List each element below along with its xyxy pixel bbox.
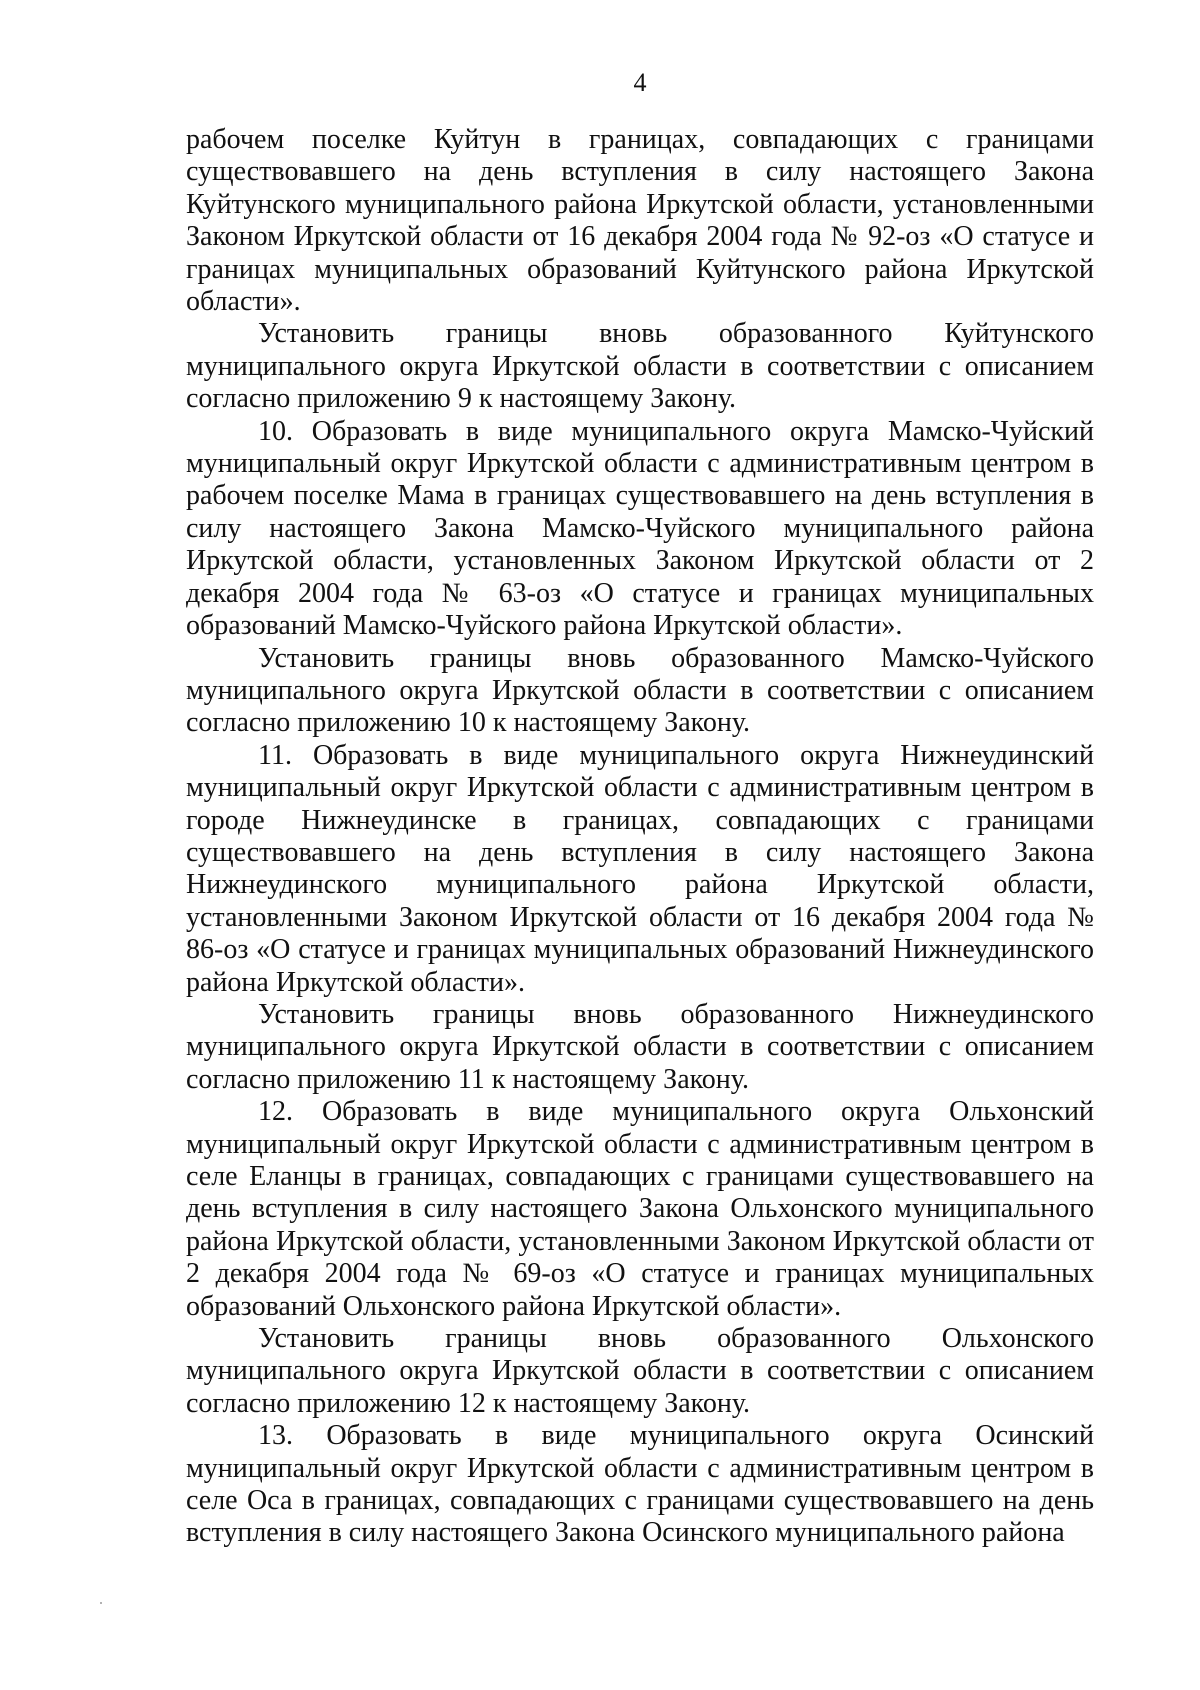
paragraph-item-10: 10. Образовать в виде муниципального округа Мамско-Чуйский муниципальный округ Иркутской области с административным центром в рабочем поселке Мама в границах существовавшего на день вступления в силу настоящего Закона Мамско-Чуйского муниципального района Иркутской области, установленных Законом Иркутской области от 2 декабря 2004 года № 63-оз «О статусе и границах муниципальных образований Мамско-Чуйского района Иркутской области».: [186, 415, 1094, 642]
paragraph-item-12: 12. Образовать в виде муниципального округа Ольхонский муниципальный округ Иркутской области с административным центром в селе Еланцы в границах, совпадающих с границами существовавшего на день вступления в силу настоящего Закона Ольхонского муниципального района Иркутской области, установленными Законом Иркутской области от 2 декабря 2004 года № 69-оз «О статусе и границах муниципальных образований Ольхонского района Иркутской области».: [186, 1096, 1094, 1322]
scan-speck: [100, 1602, 102, 1604]
paragraph-continuation: рабочем поселке Куйтун в границах, совпадающих с границами существовавшего на день вступления в силу настоящего Закона Куйтунского муниципального района Иркутской области, установленными Законом Иркутской области от 16 декабря 2004 года № 92-оз «О статусе и границах муниципальных образований Куйтунского района Иркутской области».: [186, 124, 1094, 318]
paragraph-item-11: 11. Образовать в виде муниципального округа Нижнеудинский муниципальный округ Иркутской области с административным центром в городе Нижнеудинске в границах, совпадающих с границами существовавшего на день вступления в силу настоящего Закона Нижнеудинского муниципального района Иркутской области, установленными Законом Иркутской области от 16 декабря 2004 года № 86-оз «О статусе и границах муниципальных образований Нижнеудинского района Иркутской области».: [186, 739, 1094, 998]
paragraph-set-boundaries-olkhon: Установить границы вновь образованного Ольхонского муниципального округа Иркутской области в соответствии с описанием согласно приложению 12 к настоящему Закону.: [186, 1323, 1094, 1419]
paragraph-set-boundaries-mamsko-chuysky: Установить границы вновь образованного Мамско-Чуйского муниципального округа Иркутской области в соответствии с описанием согласно приложению 10 к настоящему Закону.: [186, 642, 1094, 739]
paragraph-item-13: 13. Образовать в виде муниципального округа Осинский муниципальный округ Иркутской области с административным центром в селе Оса в границах, совпадающих с границами существовавшего на день вступления в силу настоящего Закона Осинского муниципального района: [186, 1420, 1094, 1549]
page-number: 4: [633, 68, 647, 97]
paragraph-set-boundaries-kuytun: Установить границы вновь образованного Куйтунского муниципального округа Иркутской области в соответствии с описанием согласно приложению 9 к настоящему Закону.: [186, 318, 1094, 415]
document-body: [186, 124, 1094, 1550]
paragraph-set-boundaries-nizhneudinsk: Установить границы вновь образованного Нижнеудинского муниципального округа Иркутской области в соответствии с описанием согласно приложению 11 к настоящему Закону.: [186, 998, 1094, 1095]
